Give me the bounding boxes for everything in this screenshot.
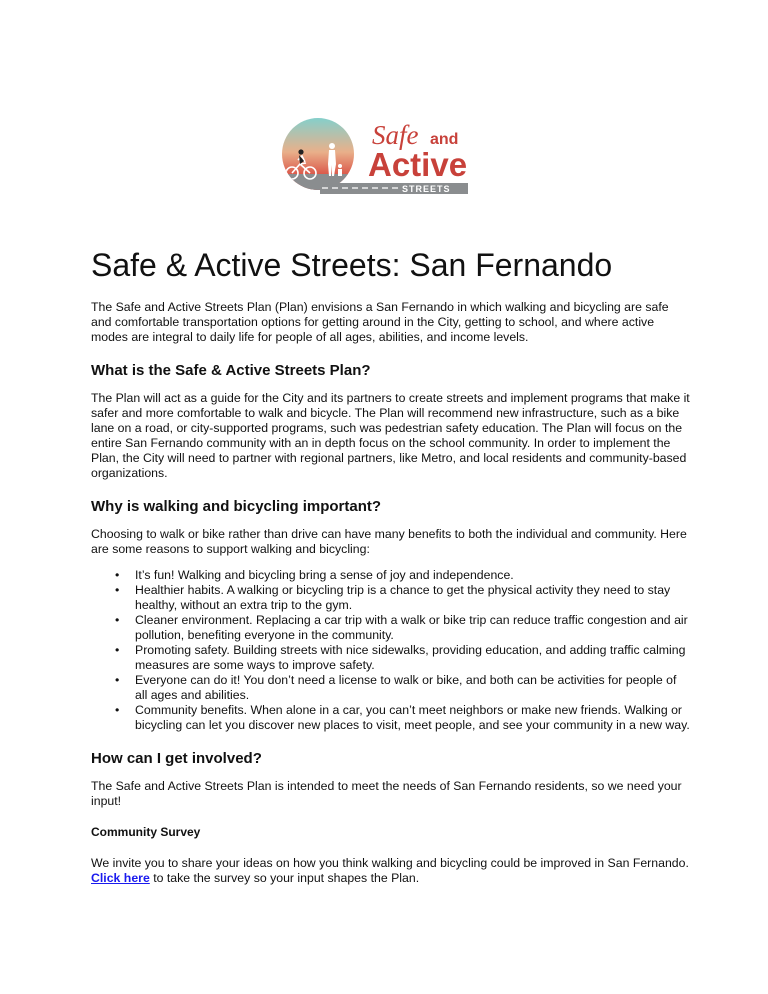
bullet-icon: • (115, 613, 120, 627)
intro-paragraph: The Safe and Active Streets Plan (Plan) envisions a San Fernando in which walking and bicycling are safe and comfortable transportation options for getting around in the City, getting to school, and where active modes are integral to daily life for people of all ages, abilities, and income levels. (91, 300, 669, 344)
list-item-text: Healthier habits. A walking or bicycling trip is a chance to get the physical activity they need to stay healthy, without an extra trip to the gym. (135, 583, 671, 612)
survey-link[interactable]: Click here (91, 871, 150, 885)
list-item (91, 673, 691, 703)
list-item (91, 643, 691, 673)
section-paragraph-what-is-plan: The Plan will act as a guide for the City and its partners to create streets and implement programs that make it safer and more comfortable to walk and bicycle. The Plan will recommend new infrastructure, such as a bike lane on a road, or city-supported programs, such was pedestrian safety education. The Plan will focus on the entire San Fernando community with an in depth focus on the school community. In order to implement the Plan, the City will need to partner with regional partners, like Metro, and local residents and community-based organizations. (91, 391, 690, 480)
safe-and-active-streets-logo (280, 116, 470, 198)
list-item-text: Promoting safety. Building streets with nice sidewalks, providing education, and adding traffic calming measures are some ways to improve safety. (135, 643, 686, 672)
list-item (91, 613, 691, 643)
subheading-community-survey: Community Survey (91, 825, 201, 839)
bullet-icon: • (115, 583, 120, 597)
section-heading-why-important: Why is walking and bicycling important? (91, 498, 382, 515)
list-item (91, 703, 691, 733)
survey-text-before: We invite you to share your ideas on how you think walking and bicycling could be improved in San Fernando. (91, 856, 689, 870)
section-paragraph-why-important: Choosing to walk or bike rather than drive can have many benefits to both the individual and community. Here are some reasons to support walking and bicycling: (91, 527, 687, 556)
logo-word-safe: Safe (372, 120, 419, 150)
bullet-icon: • (115, 568, 120, 582)
list-item (91, 583, 691, 613)
survey-text-after: to take the survey so your input shapes the Plan. (149, 871, 420, 885)
list-item-text: Cleaner environment. Replacing a car trip with a walk or bike trip can reduce traffic congestion and air pollution, benefiting everyone in the community. (135, 613, 688, 642)
survey-paragraph (91, 856, 691, 886)
section-heading-what-is-plan: What is the Safe & Active Streets Plan? (91, 362, 371, 379)
document-body (91, 246, 691, 886)
section-heading-get-involved: How can I get involved? (91, 750, 262, 767)
logo-word-and: and (430, 131, 459, 148)
list-item-text: Community benefits. When alone in a car, you can’t meet neighbors or make new friends. Walking or bicycling can let you discover new places to visit, meet people, and see your community in a new way. (135, 703, 690, 732)
logo-word-active: Active (368, 146, 468, 183)
list-item-text: Everyone can do it! You don’t need a license to walk or bike, and both can be activities for people of all ages and abilities. (135, 673, 677, 702)
bullet-icon: • (115, 673, 120, 687)
list-item-text: It’s fun! Walking and bicycling bring a sense of joy and independence. (135, 568, 514, 582)
list-item (91, 568, 691, 583)
benefits-list (91, 568, 691, 733)
bullet-icon: • (115, 703, 120, 717)
page-title: Safe & Active Streets: San Fernando (91, 247, 613, 283)
section-paragraph-get-involved: The Safe and Active Streets Plan is intended to meet the needs of San Fernando residents, so we need your input! (91, 779, 682, 808)
bullet-icon: • (115, 643, 120, 657)
logo-word-streets: STREETS (402, 184, 451, 194)
